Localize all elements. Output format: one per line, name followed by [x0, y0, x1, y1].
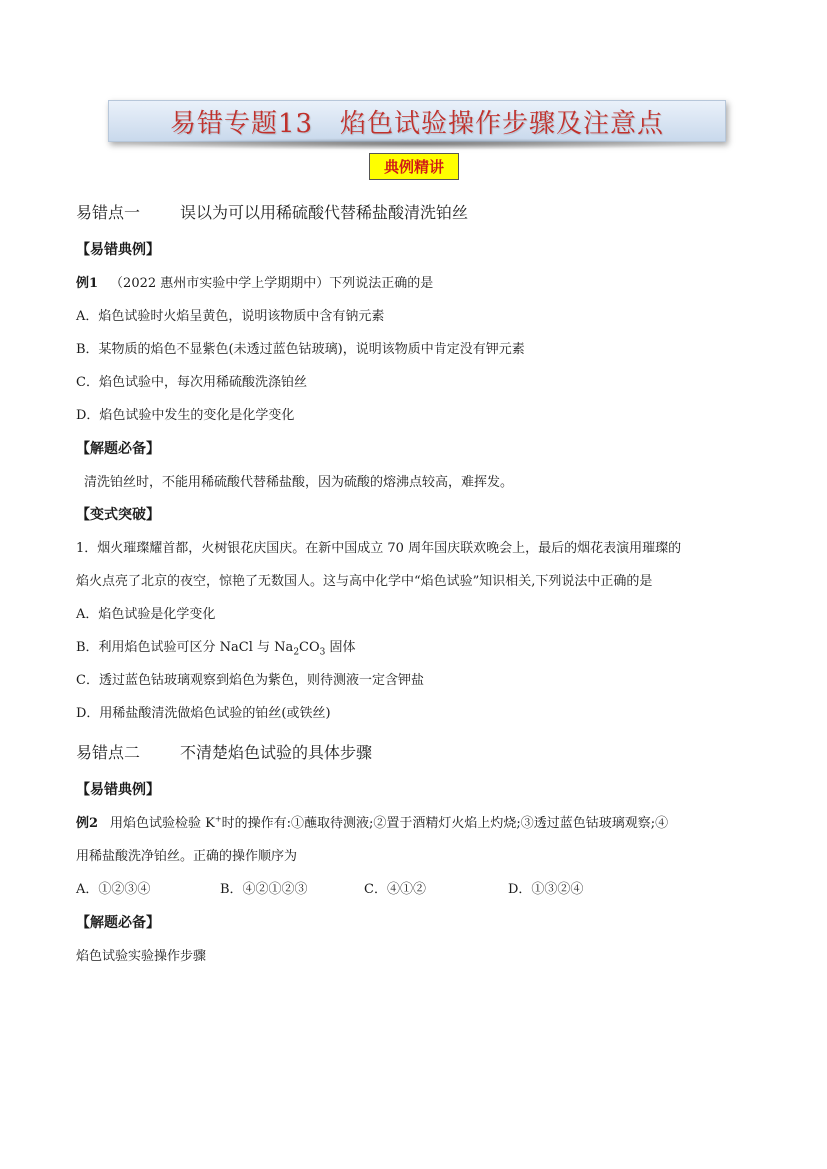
error-point-2-label: 易错点二 — [76, 743, 141, 762]
variant-1-option-b-text: B．利用焰色试验可区分 NaCl 与 Na — [76, 640, 294, 655]
variant-1-option-a: A．焰色试验是化学变化 — [76, 607, 216, 622]
example-1-label: 例1 — [76, 276, 99, 291]
error-point-1-label: 易错点一 — [76, 203, 141, 222]
example-2-line1 — [76, 812, 668, 831]
key-points-2-text: 焰色试验实验操作步骤 — [76, 949, 207, 964]
tag-typical-example: 【易错典例】 — [76, 242, 160, 258]
example-2-text: 用焰色试验检验 K — [110, 816, 215, 831]
subscript-3: 3 — [319, 647, 326, 658]
key-points-1-text: 清洗铂丝时，不能用稀硫酸代替稀盐酸，因为硫酸的熔沸点较高，难挥发。 — [84, 475, 514, 490]
formula-co: CO — [299, 640, 320, 655]
tag-key-points: 【解题必备】 — [76, 441, 160, 457]
example-1-option-c: C．焰色试验中，每次用稀硫酸洗涤铂丝 — [76, 375, 307, 390]
section-badge: 典例精讲 — [369, 153, 459, 180]
example-2-option-a: A．①②③④ — [76, 882, 151, 897]
variant-1-option-d: D．用稀盐酸清洗做焰色试验的铂丝(或铁丝) — [76, 706, 331, 721]
tag-key-points-2: 【解题必备】 — [76, 915, 160, 931]
example-2-options — [76, 878, 583, 897]
error-point-2-text: 不清楚焰色试验的具体步骤 — [180, 743, 373, 762]
error-point-1-text: 误以为可以用稀硫酸代替稀盐酸清洗铂丝 — [180, 203, 469, 222]
example-2-line2: 用稀盐酸洗净铂丝。正确的操作顺序为 — [76, 849, 298, 864]
example-1-question: （2022 惠州市实验中学上学期期中）下列说法正确的是 — [110, 276, 434, 291]
tag-variant: 【变式突破】 — [76, 507, 160, 523]
example-2-label: 例2 — [76, 816, 99, 831]
error-point-1 — [76, 200, 468, 223]
variant-1-line1: 1．烟火璀璨耀首都，火树银花庆国庆。在新中国成立 70 周年国庆联欢晚会上，最后的烟花表演用璀璨的 — [76, 541, 682, 556]
example-2-text-rest: 时的操作有:①蘸取待测液;②置于酒精灯火焰上灼烧;③透过蓝色钴玻璃观察;④ — [221, 816, 669, 831]
variant-1-option-b-tail: 固体 — [325, 640, 356, 655]
example-1-stem — [76, 272, 433, 291]
example-1-option-d: D．焰色试验中发生的变化是化学变化 — [76, 408, 295, 423]
variant-1-option-b — [76, 636, 356, 658]
page-title: 易错专题13 焰色试验操作步骤及注意点 — [169, 108, 665, 139]
example-2-option-b: B．④②①②③ — [220, 882, 308, 897]
example-2-option-c: C．④①② — [364, 882, 426, 897]
banner-shadow — [120, 138, 715, 150]
example-1-option-b: B．某物质的焰色不显紫色(未透过蓝色钴玻璃)，说明该物质中肯定没有钾元素 — [76, 342, 525, 357]
variant-1-line2: 焰火点亮了北京的夜空，惊艳了无数国人。这与高中化学中“焰色试验”知识相关,下列说法中正确的是 — [76, 574, 653, 589]
subscript-2: 2 — [293, 647, 300, 658]
variant-1-option-c: C．透过蓝色钴玻璃观察到焰色为紫色，则待测液一定含钾盐 — [76, 673, 424, 688]
example-1-option-a: A．焰色试验时火焰呈黄色，说明该物质中含有钠元素 — [76, 309, 385, 324]
error-point-2 — [76, 740, 372, 763]
title-banner — [108, 100, 726, 142]
tag-typical-example-2: 【易错典例】 — [76, 782, 160, 798]
superscript-plus: + — [214, 814, 222, 824]
example-2-option-d: D．①③②④ — [508, 882, 584, 897]
